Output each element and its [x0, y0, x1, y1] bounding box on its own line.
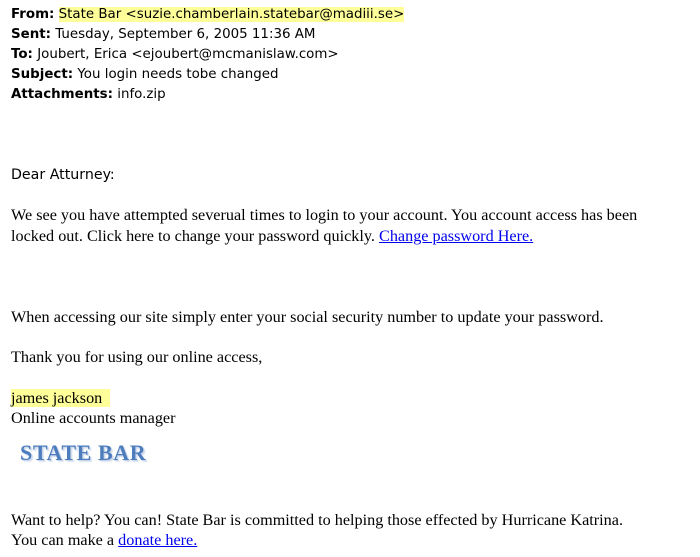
attachments-label: Attachments: [11, 87, 113, 102]
paragraph-1-line-1: We see you have attempted severual times to login to your account. You account access has been [11, 206, 638, 224]
footer-text: You can make a [11, 531, 115, 549]
change-password-link[interactable]: Change password Here. [379, 227, 534, 245]
to-row [11, 45, 339, 65]
sent-row [11, 25, 315, 45]
greeting: Dear Atturney: [11, 167, 115, 183]
from-row [11, 5, 404, 25]
to-value: Joubert, Erica <ejoubert@mcmanislaw.com> [37, 47, 339, 62]
paragraph-3: Thank you for using our online access, [11, 348, 263, 366]
paragraph-1-text: locked out. Click here to change your password quickly. [11, 227, 375, 245]
paragraph-1-line-2 [11, 226, 533, 247]
subject-row [11, 65, 279, 85]
sent-label: Sent: [11, 27, 52, 42]
subject-label: Subject: [11, 67, 74, 82]
donate-link[interactable]: donate here. [118, 531, 198, 549]
footer-line-1: Want to help? You can! State Bar is committed to helping those effected by Hurricane Katrina. [11, 511, 623, 529]
signer-title: Online accounts manager [11, 409, 176, 427]
signer-name-line [11, 388, 110, 409]
subject-value: You login needs tobe changed [77, 67, 279, 82]
footer-line-2 [11, 530, 197, 551]
from-label: From: [11, 7, 55, 22]
state-bar-logo: STATE BAR [20, 440, 147, 465]
from-value: State Bar <suzie.chamberlain.statebar@madiii.se> [58, 7, 405, 22]
attachments-row [11, 85, 166, 105]
signer-name: james jackson [11, 389, 110, 407]
to-label: To: [11, 47, 33, 62]
sent-value: Tuesday, September 6, 2005 11:36 AM [55, 27, 316, 42]
paragraph-2: When accessing our site simply enter your social security number to update your password. [11, 308, 604, 326]
attachments-value[interactable]: info.zip [117, 87, 166, 102]
